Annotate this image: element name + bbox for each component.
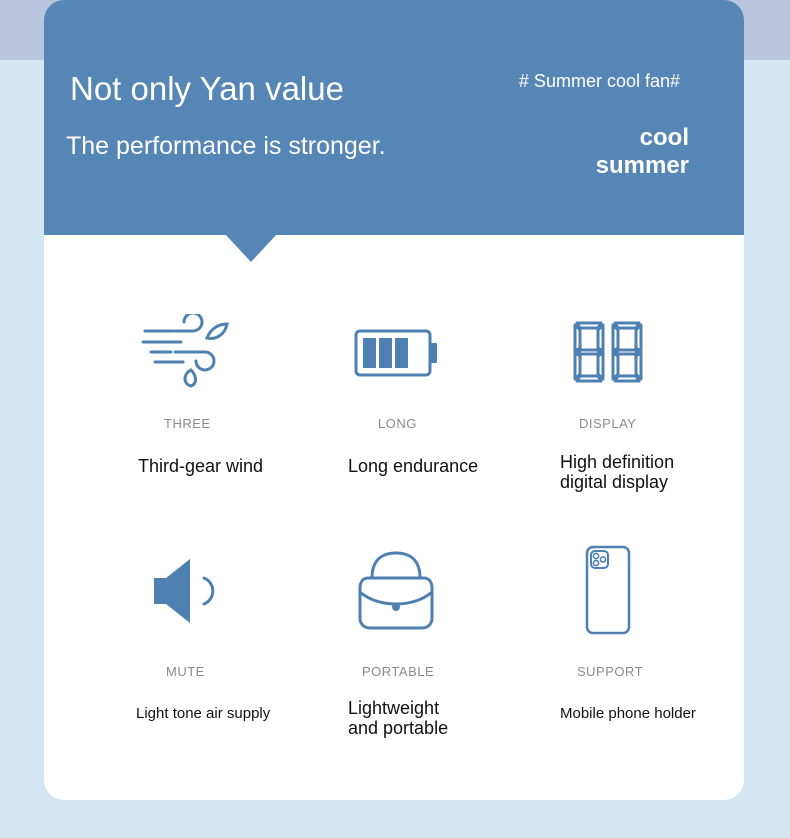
summer-line: summer	[595, 152, 689, 179]
feature-caption: PORTABLE	[362, 664, 435, 679]
speaker-icon	[150, 556, 220, 626]
feature-caption: SUPPORT	[577, 664, 644, 679]
header-pointer	[225, 234, 277, 262]
feature-description: Lightweight and portable	[348, 698, 449, 738]
page-subtitle: The performance is stronger.	[66, 132, 386, 160]
feature-description: Light tone air supply	[136, 705, 271, 722]
cool-summer-label	[489, 124, 689, 180]
feature-description: Long endurance	[348, 456, 479, 476]
cool-line: cool	[639, 124, 689, 151]
feature-card	[44, 0, 744, 800]
wind-icon	[141, 314, 231, 389]
battery-icon	[354, 328, 440, 378]
feature-caption: MUTE	[166, 664, 205, 679]
header-banner	[44, 0, 744, 235]
feature-caption: DISPLAY	[579, 416, 637, 431]
feature-description: Third-gear wind	[138, 456, 264, 476]
feature-caption: LONG	[378, 416, 417, 431]
digital-display-icon	[572, 320, 646, 384]
hashtag-label: # Summer cool fan#	[518, 71, 680, 91]
handbag-icon	[358, 550, 434, 632]
feature-description: High definition digital display	[560, 452, 675, 492]
page-title: Not only Yan value	[70, 70, 344, 107]
feature-description: Mobile phone holder	[560, 705, 696, 722]
phone-icon	[584, 545, 634, 637]
feature-caption: THREE	[164, 416, 211, 431]
